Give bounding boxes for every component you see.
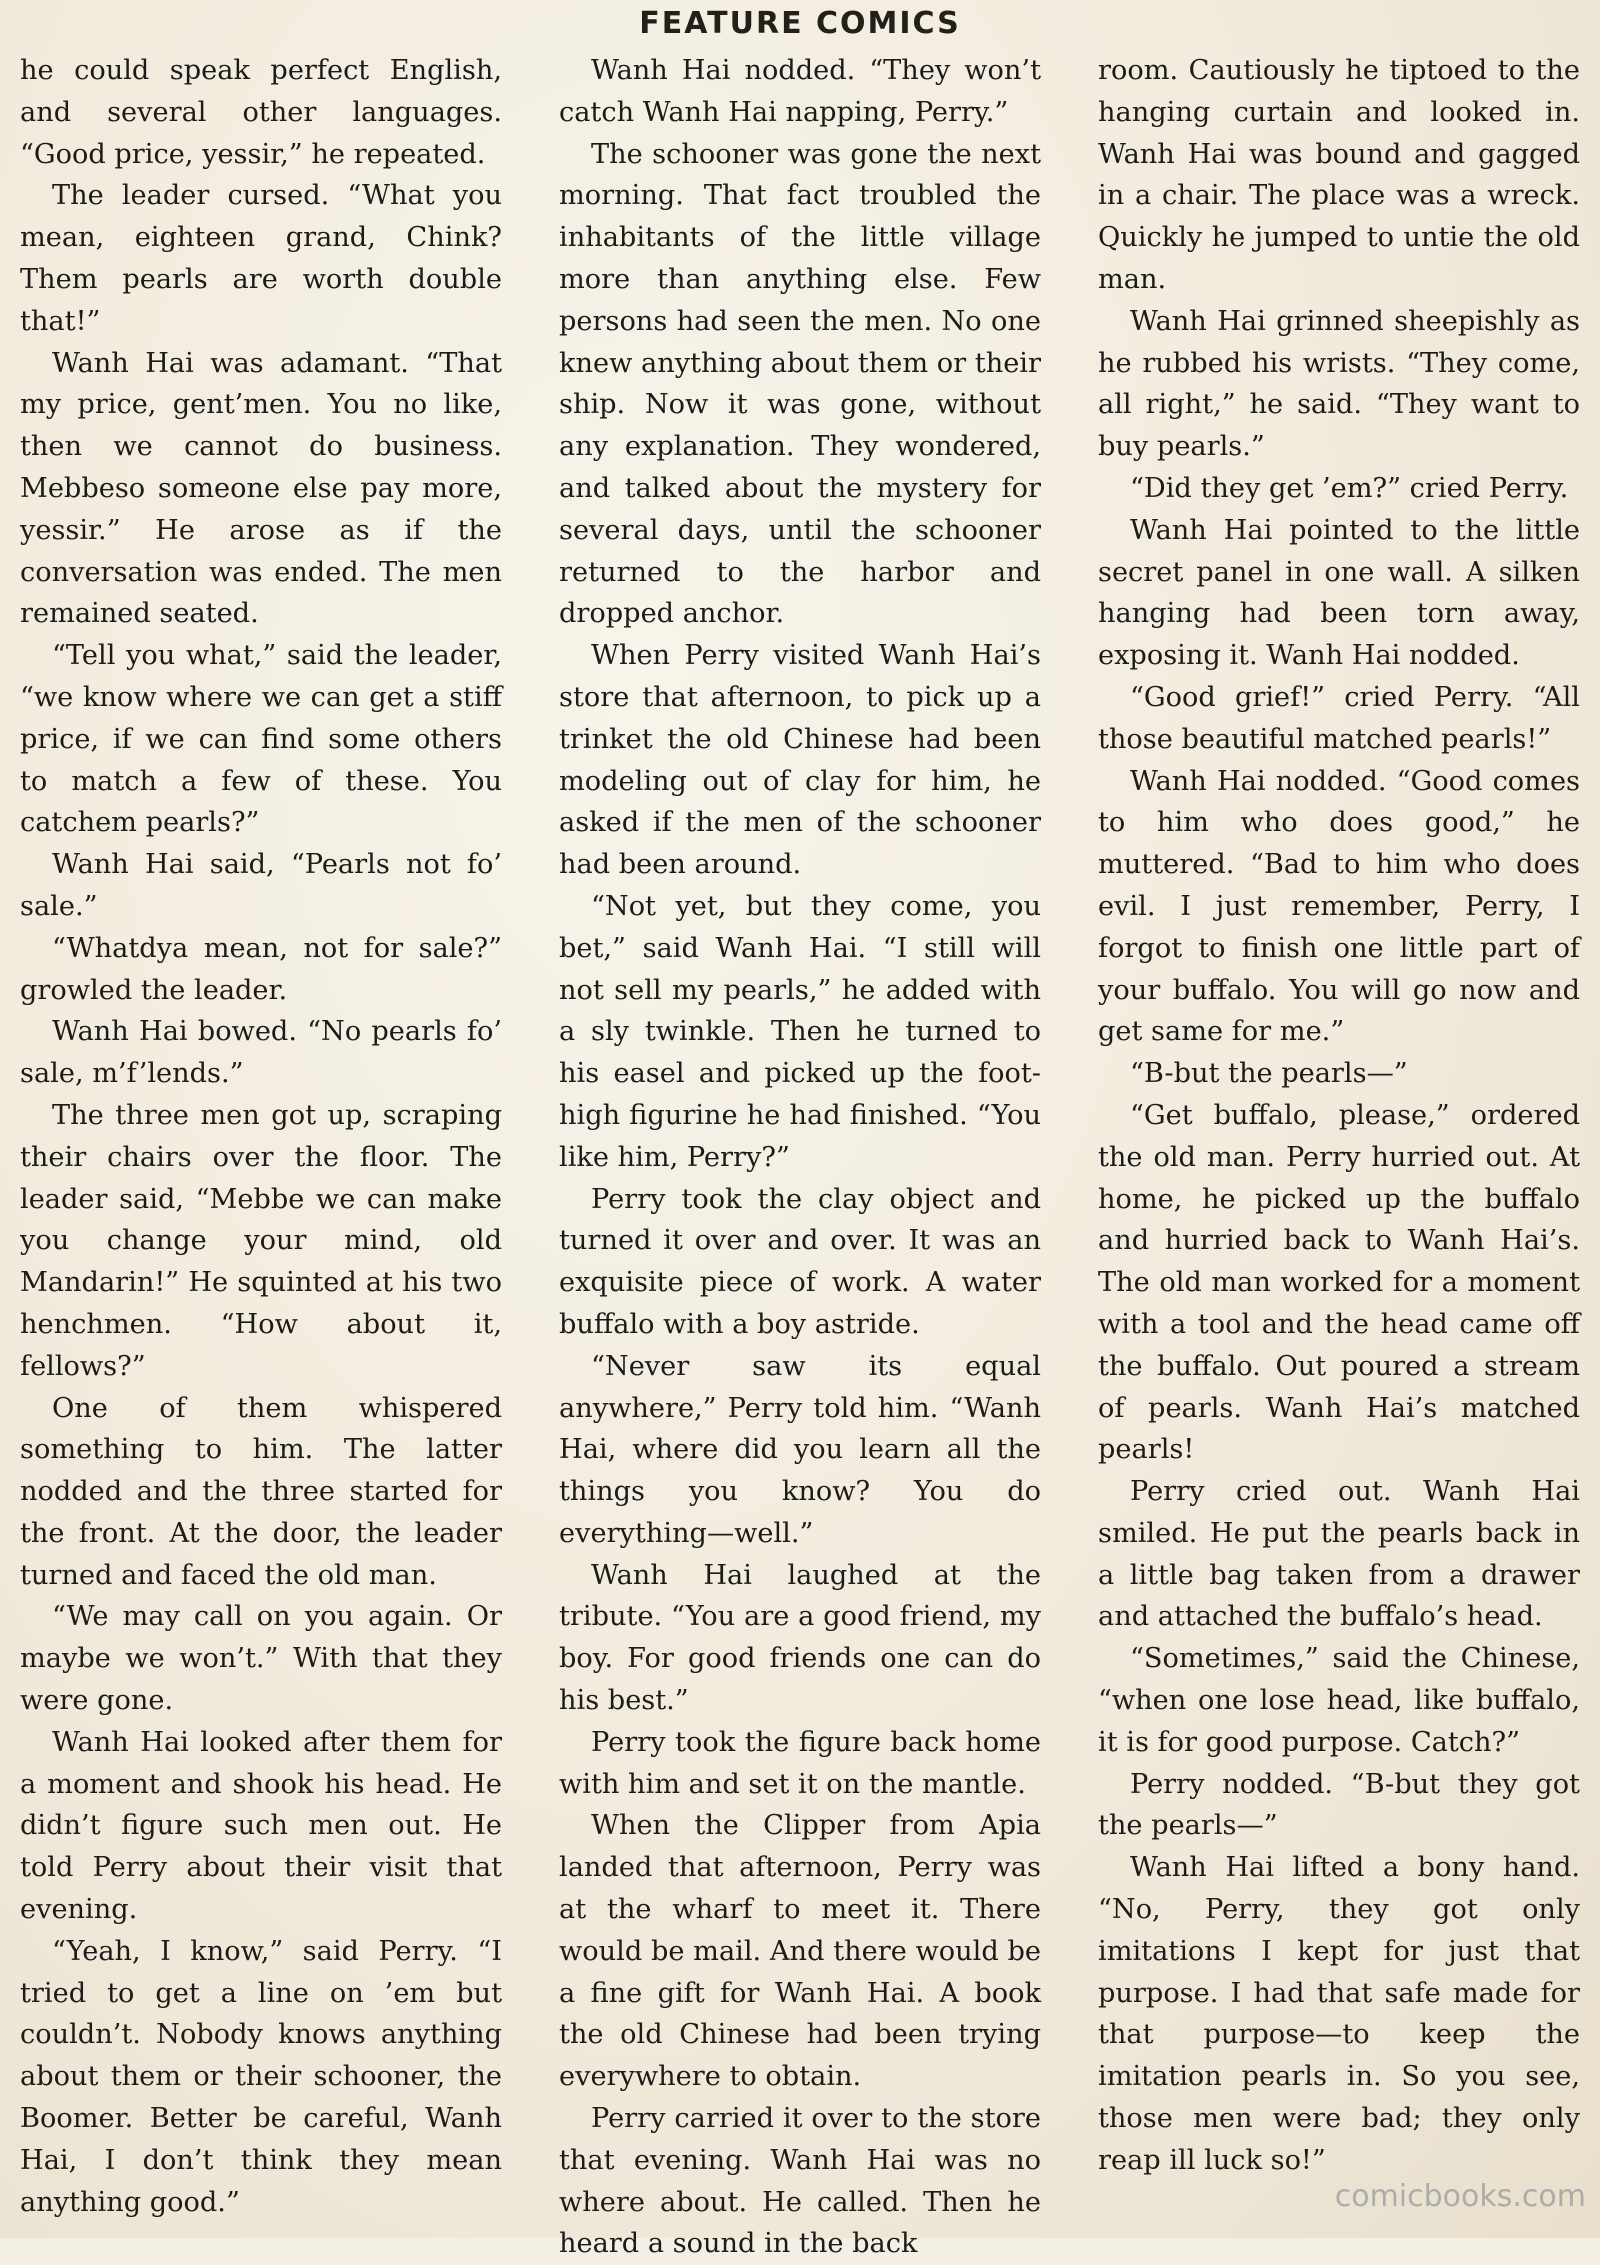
paragraph: “We may call on you again. Or maybe we won’t.” With that they were gone. [20,1601,502,1717]
site-watermark: comicbooks.com [1334,2179,1586,2214]
paragraph: Wanh Hai pointed to the little secret panel in one wall. A silken hanging had been torn away, exposing it. Wanh Hai nodded. [1098,514,1580,672]
paragraph: Wanh Hai grinned sheepishly as he rubbed his wrists. “They come, all right,” he said. “They want to buy pearls.” [1098,305,1580,463]
paragraph: Perry took the clay object and turned it over and over. It was an exquisite piece of work. A water buffalo with a boy astride. [559,1183,1041,1340]
paragraph: “Tell you what,” said the leader, “we know where we can get a stiff price, if we can find some others to match a few of these. You catchem pearls?” [20,640,502,839]
column-1 [20,50,502,2230]
paragraph: Wanh Hai laughed at the tribute. “You are a good friend, my boy. For good friends one can do his best.” [559,1559,1041,1717]
paragraph: Perry carried it over to the store that evening. Wanh Hai was no where about. He called. Then he heard a sound in the back [559,2103,1041,2260]
paragraph: “Sometimes,” said the Chinese, “when one lose head, like buffalo, it is for good purpose. Catch?” [1098,1643,1580,1758]
column-2 [559,50,1041,2260]
paragraph: “Yeah, I know,” said Perry. “I tried to get a line on ’em but couldn’t. Nobody knows anything about them or their schooner, the Boomer. Better be careful, Wanh Hai, I don’t think they mean anything good.” [20,1935,502,2218]
paragraph: Wanh Hai lifted a bony hand. “No, Perry, they got only imitations I kept for just that purpose. I had that safe made for that purpose—to keep the imitation pearls in. So you see, those men were bad; they only reap ill luck so!” [1098,1852,1580,2176]
paragraph: he could speak perfect English, and several other languages. “Good price, yessir,” he repeated. [20,55,502,170]
paragraph: The schooner was gone the next morning. That fact troubled the inhabitants of the little village more than anything else. Few persons had seen the men. No one knew anything about them or their ship. Now it was gone, without any explanation. They wondered, and talked about the mystery for several days, until the schooner returned to the harbor and dropped anchor. [559,138,1041,630]
column-3 [1098,50,1580,2230]
paragraph: Wanh Hai nodded. “Good comes to him who does good,” he muttered. “Bad to him who does evil. I just remember, Perry, I forgot to finish one little part of your buffalo. You will go now and get same for me.” [1098,765,1580,1048]
paragraph: “B-but the pearls—” [1130,1058,1408,1090]
paragraph: Wanh Hai bowed. “No pearls fo’ sale, m’f’lends.” [20,1016,502,1090]
paragraph: When the Clipper from Apia landed that afternoon, Perry was at the wharf to meet it. There would be mail. And there would be a fine gift for Wanh Hai. A book the old Chinese had been trying everywhere to obtain. [559,1810,1041,2093]
paragraph: “Good grief!” cried Perry. “All those beautiful matched pearls!” [1098,681,1580,755]
paragraph: One of them whispered something to him. The latter nodded and the three started for the front. At the door, the leader turned and faced the old man. [20,1392,502,1591]
paragraph: room. Cautiously he tiptoed to the hanging curtain and looked in. Wanh Hai was bound and gagged in a chair. The place was a wreck. Quickly he jumped to untie the old man. [1098,55,1580,295]
paragraph: Wanh Hai said, “Pearls not fo’ sale.” [20,849,502,922]
paragraph: The three men got up, scraping their chairs over the floor. The leader said, “Mebbe we can make you change your mind, old Mandarin!” He squinted at his two henchmen. “How about it, fellows?” [20,1099,502,1382]
paragraph: “Whatdya mean, not for sale?” growled the leader. [20,932,502,1006]
paragraph: “Did they get ’em?” cried Perry. [1130,472,1569,504]
paragraph: Perry nodded. “B-but they got the pearls—” [1098,1768,1580,1842]
paragraph: “Not yet, but they come, you bet,” said Wanh Hai. “I still will not sell my pearls,” he added with a sly twinkle. Then he turned to his easel and picked up the foot-high figurine he had finished. “You like him, Perry?” [559,890,1041,1173]
paragraph: Wanh Hai looked after them for a moment and shook his head. He didn’t figure such men out. He told Perry about their visit that evening. [20,1726,502,1926]
paragraph: Wanh Hai nodded. “They won’t catch Wanh Hai napping, Perry.” [559,55,1041,128]
text-columns [20,50,1580,2260]
paragraph: Perry cried out. Wanh Hai smiled. He put the pearls back in a little bag taken from a drawer and attached the buffalo’s head. [1098,1476,1580,1633]
paragraph: “Get buffalo, please,” ordered the old man. Perry hurried out. At home, he picked up the buffalo and hurried back to Wanh Hai’s. The old man worked for a moment with a tool and the head came off the buffalo. Out poured a stream of pearls. Wanh Hai’s matched pearls! [1098,1099,1580,1466]
paragraph: “Never saw its equal anywhere,” Perry told him. “Wanh Hai, where did you learn all the things you know? You do everything—well.” [559,1350,1041,1549]
paragraph: When Perry visited Wanh Hai’s store that afternoon, to pick up a trinket the old Chinese had been modeling out of clay for him, he asked if the men of the schooner had been around. [559,640,1041,881]
paragraph: The leader cursed. “What you mean, eighteen grand, Chink? Them pearls are worth double that!” [20,180,502,337]
paragraph: Perry took the figure back home with him and set it on the mantle. [559,1726,1041,1800]
paragraph: Wanh Hai was adamant. “That my price, gent’men. You no like, then we cannot do business. Mebbeso someone else pay more, yessir.” He arose as if the conversation was ended. The men remained seated. [20,347,502,630]
page-header-title: FEATURE COMICS [639,6,961,41]
